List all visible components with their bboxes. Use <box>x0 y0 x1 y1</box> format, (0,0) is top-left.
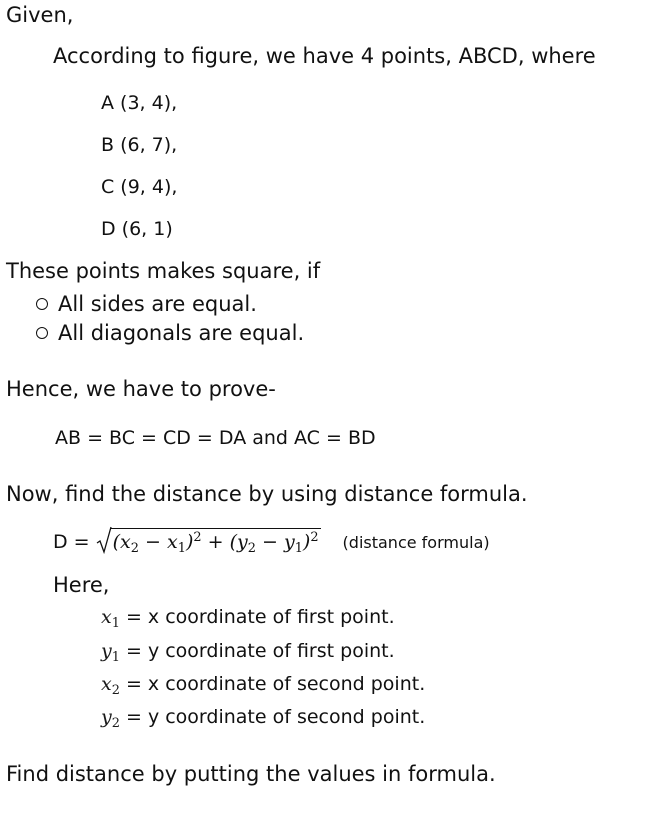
given-heading: Given, <box>6 3 74 27</box>
formula-note: (distance formula) <box>342 533 490 553</box>
point-c: C (9, 4), <box>101 176 178 198</box>
point-a: A (3, 4), <box>101 92 178 114</box>
condition-item <box>36 321 304 345</box>
condition-text: All sides are equal. <box>58 292 257 316</box>
point-d: D (6, 1) <box>101 218 173 240</box>
bullet-circle-icon <box>36 298 48 310</box>
definition-x1: $x_1 = x$ coordinate of first point. <box>101 606 395 631</box>
square-root: $(x_2 - x_1)^2 + (y_2 - y_1)^2$ <box>96 528 321 556</box>
definition-x2: $x_2 = x$ coordinate of second point. <box>101 673 426 698</box>
intro-text: According to figure, we have 4 points, ABCD, where <box>53 44 596 68</box>
distance-formula <box>53 528 490 556</box>
square-condition: These points makes square, if <box>6 259 321 283</box>
bullet-circle-icon <box>36 327 48 339</box>
to-prove-statement: AB = BC = CD = DA and AC = BD <box>55 427 376 449</box>
formula-lhs: D = <box>53 531 96 554</box>
point-b: B (6, 7), <box>101 134 178 156</box>
conclusion-text: Find distance by putting the values in formula. <box>6 762 496 786</box>
condition-item <box>36 292 257 316</box>
hence-text: Hence, we have to prove- <box>6 377 276 401</box>
condition-text: All diagonals are equal. <box>58 321 305 345</box>
here-text: Here, <box>53 573 110 597</box>
now-find-text: Now, find the distance by using distance formula. <box>6 482 528 506</box>
definition-y1: $y_1 = y$ coordinate of first point. <box>101 640 395 665</box>
definition-y2: $y_2 = y$ coordinate of second point. <box>101 706 426 731</box>
radical-sign-icon <box>96 526 112 554</box>
